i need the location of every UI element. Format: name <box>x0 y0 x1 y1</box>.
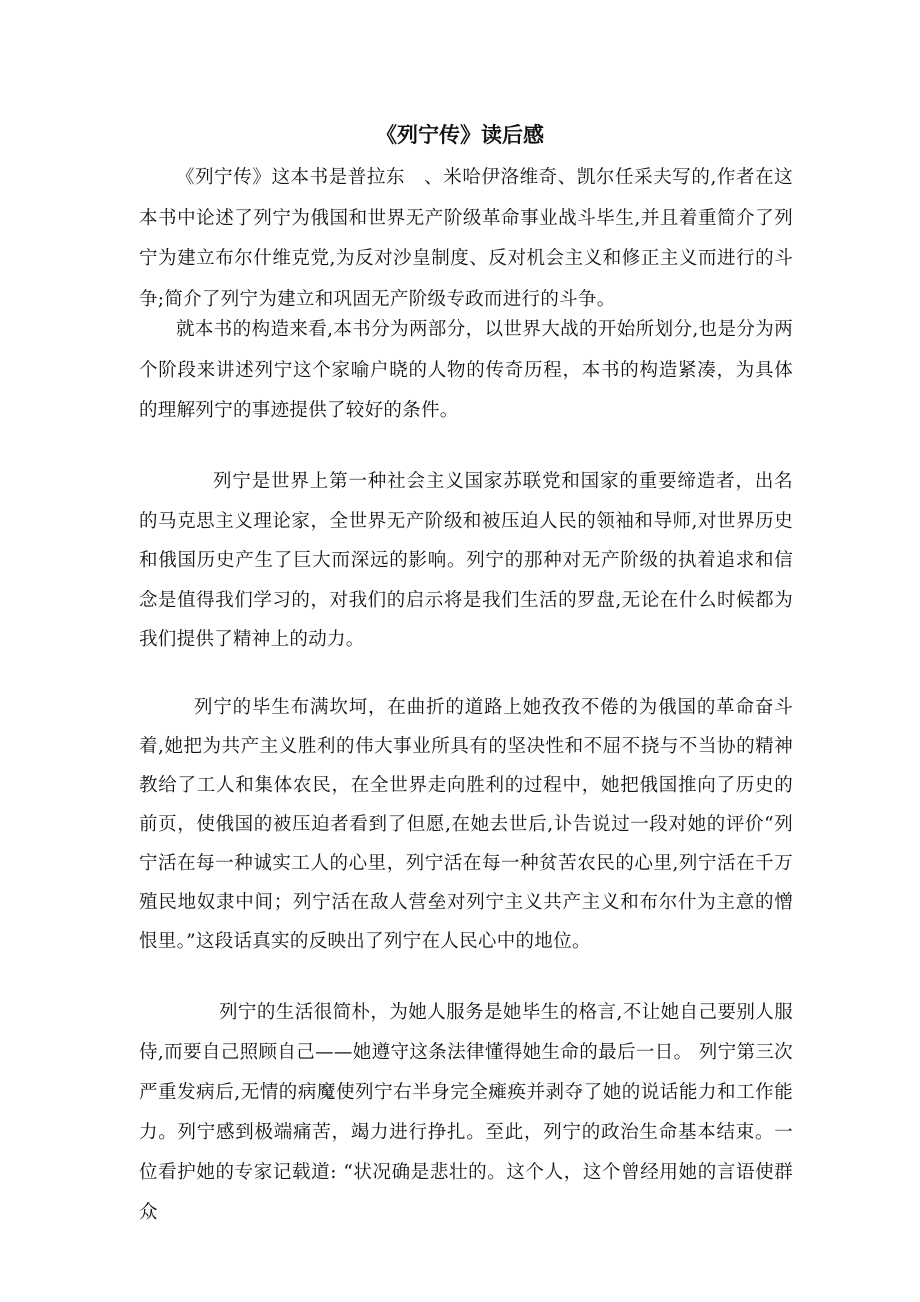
paragraph-simple-life: 列宁的生活很简朴，为她人服务是她毕生的格言,不让她自己要别人服侍,而要自己照顾自己——她遵守这条法律懂得她生命的最后一日。 列宁第三次严重发病后,无情的病魔使列宁右半身完全瘫痪并剥夺了她的说话能力和工作能力。列宁感到极端痛苦，竭力进行挣扎。至此，列宁的政治生命基本结束。一位看护她的专家记载道: “状况确是悲壮的。这个人，这个曾经用她的言语使群众 <box>139 1002 793 1223</box>
paragraph-significance: 列宁是世界上第一种社会主义国家苏联党和国家的重要缔造者，出名的马克思主义理论家，全世界无产阶级和被压迫人民的领袖和导师,对世界历史和俄国历史产生了巨大而深远的影响。列宁的那种对无产阶级的执着追求和信念是值得我们学习的，对我们的启示将是我们生活的罗盘,无论在什么时候都为我们提供了精神上的动力。 <box>139 471 793 650</box>
paragraph-structure: 就本书的构造来看,本书分为两部分，以世界大战的开始所划分,也是分为两个阶段来讲述列宁这个家喻户晓的人物的传奇历程，本书的构造紧凑，为具体的理解列宁的事迹提供了较好的条件。 <box>139 319 793 421</box>
paragraph-intro: 《列宁传》这本书是普拉东 、米哈伊洛维奇、凯尔任采夫写的,作者在这本书中论述了列宁为俄国和世界无产阶级革命事业战斗毕生,并且着重简介了列宁为建立布尔什维克党,为反对沙皇制度、反对机会主义和修正主义而进行的斗争;简介了列宁为建立和巩固无产阶级专政而进行的斗争。 <box>139 167 793 310</box>
paragraph-struggle: 列宁的毕生布满坎坷，在曲折的道路上她孜孜不倦的为俄国的革命奋斗着,她把为共产主义胜利的伟大事业所具有的坚决性和不屈不挠与不当协的精神教给了工人和集体农民，在全世界走向胜利的过程中，她把俄国推向了历史的前页，使俄国的被压迫者看到了但愿,在她去世后,讣告说过一段对她的评价“列宁活在每一种诚实工人的心里，列宁活在每一种贫苦农民的心里,列宁活在千万殖民地奴隶中间；列宁活在敌人营垒对列宁主义共产主义和布尔什为主意的憎恨里。”这段话真实的反映出了列宁在人民心中的地位。 <box>139 697 793 952</box>
document-title: 《列宁传》读后感 <box>376 122 544 147</box>
